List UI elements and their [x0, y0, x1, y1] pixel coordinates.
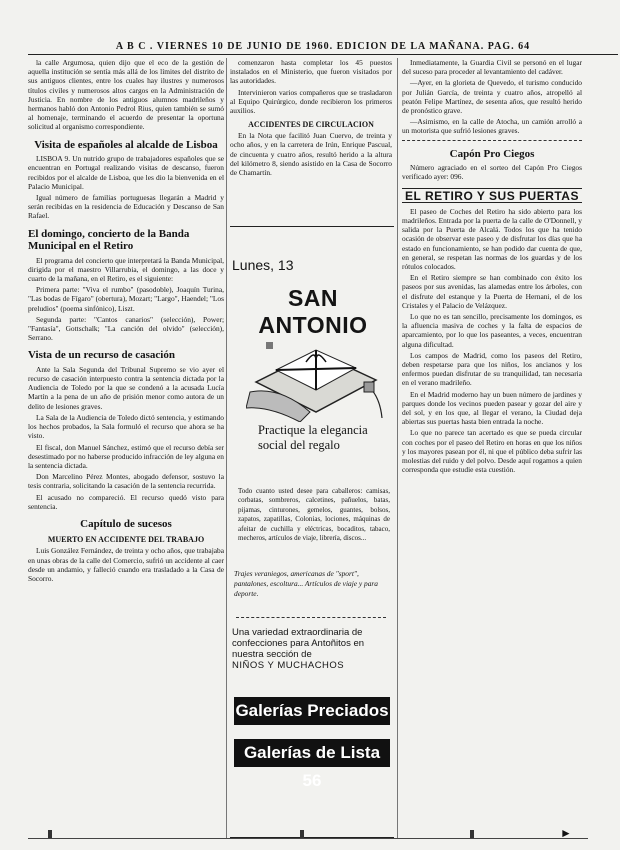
article-paragraph: LISBOA 9. Un nutrido grupo de trabajadores españoles que se encuentran en Portugal realizando visitas de descanso, fueron recibidos por el alcalde de Lisboa, que les dio la bienvenida en el Palacio Municipal.	[28, 154, 224, 191]
article-paragraph: El acusado no compareció. El recurso quedó visto para sentencia.	[28, 492, 224, 511]
article-paragraph: El programa del concierto que interpretará la Banda Municipal, dirigida por el maestro Villarrubia, el domingo, a las doce y cuarto de la mañana, en el Retiro, es el siguiente:	[28, 255, 224, 283]
article-paragraph: —Asimismo, en la calle de Atocha, un camión arrolló a un motorista que sufrió lesiones graves.	[402, 117, 582, 136]
column-middle-top	[230, 58, 392, 223]
article-paragraph: El fiscal, don Manuel Sánchez, estimó que el recurso debía ser desestimado por no haberse producido infracción de ley alguna en la sentencia dictada.	[28, 442, 224, 470]
column-right	[402, 58, 582, 838]
page-bottom-rule	[28, 838, 588, 847]
article-paragraph: En el Retiro siempre se han combinado con éxito los paseos por sus avenidas, las alamedas entre los árboles, con el disfrute del estanque y la Puerta de Hernani, el de los Cristales y el Palacio de Velázquez.	[402, 273, 582, 310]
article-paragraph: Don Marcelino Pérez Montes, abogado defensor, sostuvo la tesis contraria, solicitando la casación de la sentencia recurrida.	[28, 472, 224, 491]
article-paragraph: Los campos de Madrid, como los paseos del Retiro, deben respetarse para que los niños, los ancianos y los enfermos puedan disfrutar de su tranquilidad, tan necesaria en el verano madrileño.	[402, 350, 582, 388]
subheadline-accidente: MUERTO EN ACCIDENTE DEL TRABAJO	[47, 535, 205, 545]
ad-italic: Trajes veraniegos, americanas de "sport", pantalones, escoltura... Artículos de viaje y para deporte.	[234, 569, 378, 598]
ad-kids: NIÑOS Y MUCHACHOS	[232, 660, 345, 671]
ad-brand: SAN ANTONIO	[258, 285, 368, 338]
retiro-box	[402, 188, 582, 203]
ad-divider	[236, 617, 386, 618]
ad-section-text: Una variedad extraordinaria de confecciones para Antoñitos en nuestra sección de	[232, 627, 365, 660]
article-paragraph: Segunda parte: "Cantos canarios" (selección), Power; "Fantasía", Gottschalk; "La canción del olvido" (selección), Serrano.	[28, 314, 224, 343]
ad-galerias-lista: Galerías de Lista 56	[234, 739, 390, 767]
article-paragraph: En el Madrid moderno hay un buen número de jardines y parques donde los vecinos pueden pasear y gozar del aire y del sol, y en los que, al llegar el verano, la Ciudad deja abiertas sus puertas hasta bien entrada la noche.	[402, 389, 582, 427]
article-paragraph: Igual número de familias portuguesas llegarán a Madrid y serán recibidas en la residencia de Educación y Descanso de San Rafael.	[28, 192, 224, 221]
headline-accidentes: ACCIDENTES DE CIRCULACION	[248, 120, 374, 130]
article-paragraph: Intervinieron varios compañeros que se trasladaron al Equipo Quirúrgico, donde recibieron los primeros auxilios.	[230, 87, 392, 116]
column-left	[28, 58, 224, 838]
advertisement	[230, 226, 394, 838]
arrow-icon: ►	[560, 826, 572, 840]
headline-casacion: Vista de un recurso de casación	[28, 349, 175, 362]
gift-hand-illustration	[246, 322, 386, 422]
article-paragraph: Primera parte: "Viva el rumbo" (pasodoble), Joaquín Turina, "Las bodas de Fígaro" (obertura), Mozart; "Largo", Haendel; "Los preludios" (poema sinfónico), Liszt.	[28, 285, 224, 313]
article-paragraph: En la Nota que facilitó Juan Cuervo, de treinta y ocho años, y en la carretera de Irún, Enrique Pascual, de cincuenta y cuatro años, resultó herido a la altura del kilómetro 8, siendo asistido en la Casa de Socorro de Chamartín.	[230, 131, 392, 178]
ad-body: Todo cuanto usted desee para caballeros: camisas, corbatas, sombreros, calcetines, pañuelos, batas, pijamas, cinturones, gemelos, guantes, bolsos, zapatos, zapatillas, Colonias, lociones, máquinas de afeitar de cuchilla y eléctricas, bocaditos, tabaco, mecheros, artículos de viaje, librería, discos...	[238, 487, 390, 543]
registration-mark	[48, 830, 52, 838]
article-paragraph: Número agraciado en el sorteo del Capón Pro Ciegos verificado ayer: 096.	[402, 163, 582, 182]
headline-sucesos: Capítulo de sucesos	[80, 517, 172, 530]
divider	[402, 140, 582, 141]
article-paragraph: —Ayer, en la glorieta de Quevedo, el turismo conducido por Julián García, de treinta y cuatro años, atropelló al peatón Felipe Martínez, de sesenta años, que resultó herido de pronóstico grave.	[402, 78, 582, 116]
page-header: A B C . VIERNES 10 DE JUNIO DE 1960. EDICION DE LA MAÑANA. PAG. 64	[28, 40, 618, 55]
article-paragraph: comenzaron hasta completar los 45 puestos instalados en el Ministerio, que fueron visitados por las autoridades.	[230, 58, 392, 86]
article-paragraph: La Sala de la Audiencia de Toledo dictó sentencia, y estimando los hechos probados, la Sala formuló el recurso que ahora se ha visto.	[28, 412, 224, 441]
article-paragraph: Ante la Sala Segunda del Tribunal Supremo se vio ayer el recurso de casación interpuesto contra la sentencia dictada por la Audiencia de Toledo por la que se condenó a la acusada Lucía Martín a la pena de un año de prisión menor como autora de un delito de lesiones graves.	[28, 364, 224, 411]
column-rule	[226, 58, 227, 838]
registration-mark	[470, 830, 474, 838]
headline-capon: Capón Pro Ciegos	[449, 147, 535, 160]
ad-galerias-preciados: Galerías Preciados	[234, 697, 390, 725]
article-paragraph: Lo que no parece tan acertado es que se pueda circular con coches por el paseo del Retiro en horas en que los niños y los mayores pasean por él, ni que el público deba sufrir las molestias del ruido y del polvo. Desde aquí rogamos a quien corresponda que estudie esta cuestión.	[402, 428, 582, 475]
article-paragraph: Inmediatamente, la Guardia Civil se personó en el lugar del suceso para proceder al levantamiento del cadáver.	[402, 58, 582, 77]
ad-section	[232, 627, 394, 671]
article-paragraph: Luis González Fernández, de treinta y ocho años, que trabajaba en unas obras de la calle del Comercio, sufrió un accidente al caer desde un andamio, y falleció cuando era trasladado a la Casa de Socorro.	[28, 546, 224, 584]
headline-retiro: EL RETIRO Y SUS PUERTAS	[405, 188, 579, 203]
article-paragraph: Lo que no es tan sencillo, precisamente los domingos, es la afluencia masiva de coches y la falta de espacios de aparcamiento, por lo que los paseantes, a veces, encuentran alguna dificultad.	[402, 311, 582, 349]
column-rule	[397, 58, 398, 838]
article-paragraph: El paseo de Coches del Retiro ha sido abierto para los madrileños. Entrada por la puerta de la calle de O'Donnell, y salida por la Puerta de Alcalá. Todos los que ha tenido ocasión de observar este paseo y de disfrutar los días que ha estado en funcionamiento, se han podido dar cuenta de que, en general, se respetan las normas de los guardas y de los rótulos colocados.	[402, 206, 582, 271]
intro-paragraph: la calle Argumosa, quien dijo que el eco de la gestión de aquella institución se sentía más allá de los límites del distrito de sus antiguos clientes, entre los cuales hay ilustres y numerosos títulos civiles y numerosos altos cargos en la Administración de Justicia. En nombre de los antiguos alumnos madrileños y hermanos habló don Antonio Pedrol Rius, quien también se sumó al homenaje, terminando el acuerdo de presentar la oportuna solicitud al organismo correspondiente.	[28, 58, 224, 132]
headline-concierto: El domingo, concierto de la Banda Municipal en el Retiro	[28, 227, 190, 253]
ad-slogan: Practique la elegancia social del regalo	[258, 423, 368, 452]
ad-date: Lunes, 13	[232, 257, 294, 273]
headline-lisboa: Visita de españoles al alcalde de Lisboa	[34, 138, 218, 151]
registration-mark	[300, 830, 304, 838]
